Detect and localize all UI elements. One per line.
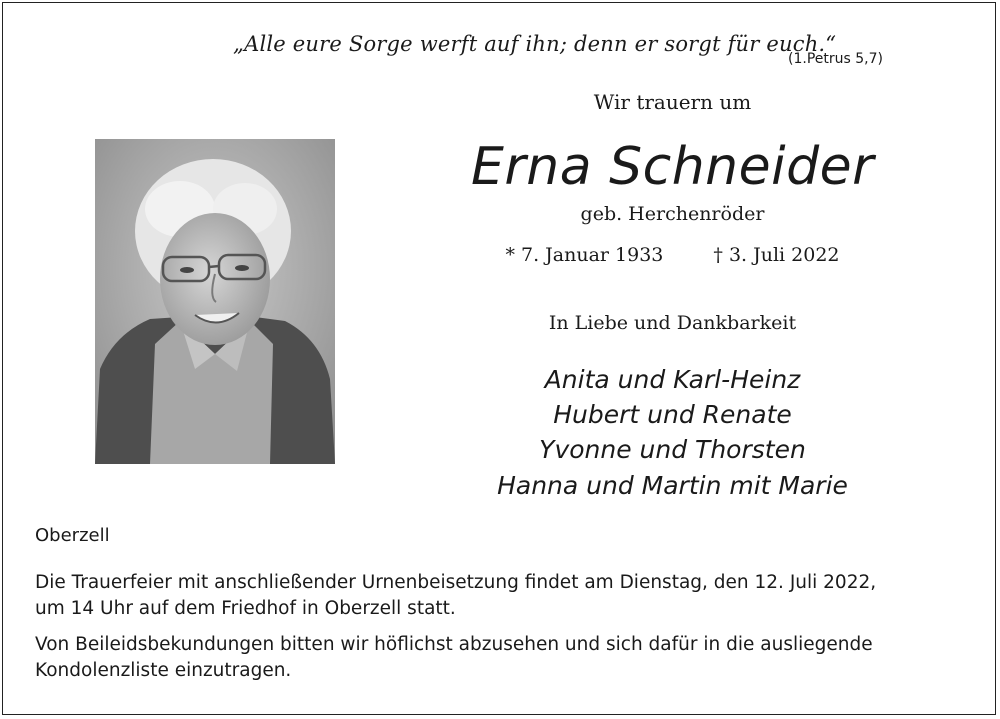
- deceased-name: Erna Schneider: [471, 137, 874, 197]
- portrait-photo: [95, 139, 335, 464]
- bible-reference: (1.Petrus 5,7): [788, 51, 883, 67]
- life-dates: [430, 244, 915, 266]
- portrait-illustration: [95, 139, 335, 464]
- notice-line: Von Beileidsbekundungen bitten wir höflichst abzusehen und sich dafür in die ausliegende: [35, 634, 873, 655]
- birth-date: * 7. Januar 1933: [505, 244, 664, 266]
- bible-quote: „Alle eure Sorge werft auf ihn; denn er sorgt für euch.“: [233, 32, 837, 56]
- notice-line: Die Trauerfeier mit anschließender Urnenbeisetzung findet am Dienstag, den 12. Juli 2022,: [35, 572, 877, 593]
- place-name: Oberzell: [35, 525, 110, 546]
- mourner-line: Hanna und Martin mit Marie: [497, 471, 848, 500]
- mourner-line: Yvonne und Thorsten: [539, 435, 806, 464]
- notice-line: Kondolenzliste einzutragen.: [35, 660, 292, 681]
- mourning-intro: Wir trauern um: [593, 90, 752, 114]
- mourner-line: Hubert und Renate: [553, 400, 792, 429]
- notice-line: um 14 Uhr auf dem Friedhof in Oberzell statt.: [35, 598, 456, 619]
- mourner-line: Anita und Karl-Heinz: [544, 365, 801, 394]
- birth-name: geb. Herchenröder: [580, 203, 765, 225]
- death-date: † 3. Juli 2022: [713, 244, 840, 266]
- dedication-line: In Liebe und Dankbarkeit: [548, 312, 797, 334]
